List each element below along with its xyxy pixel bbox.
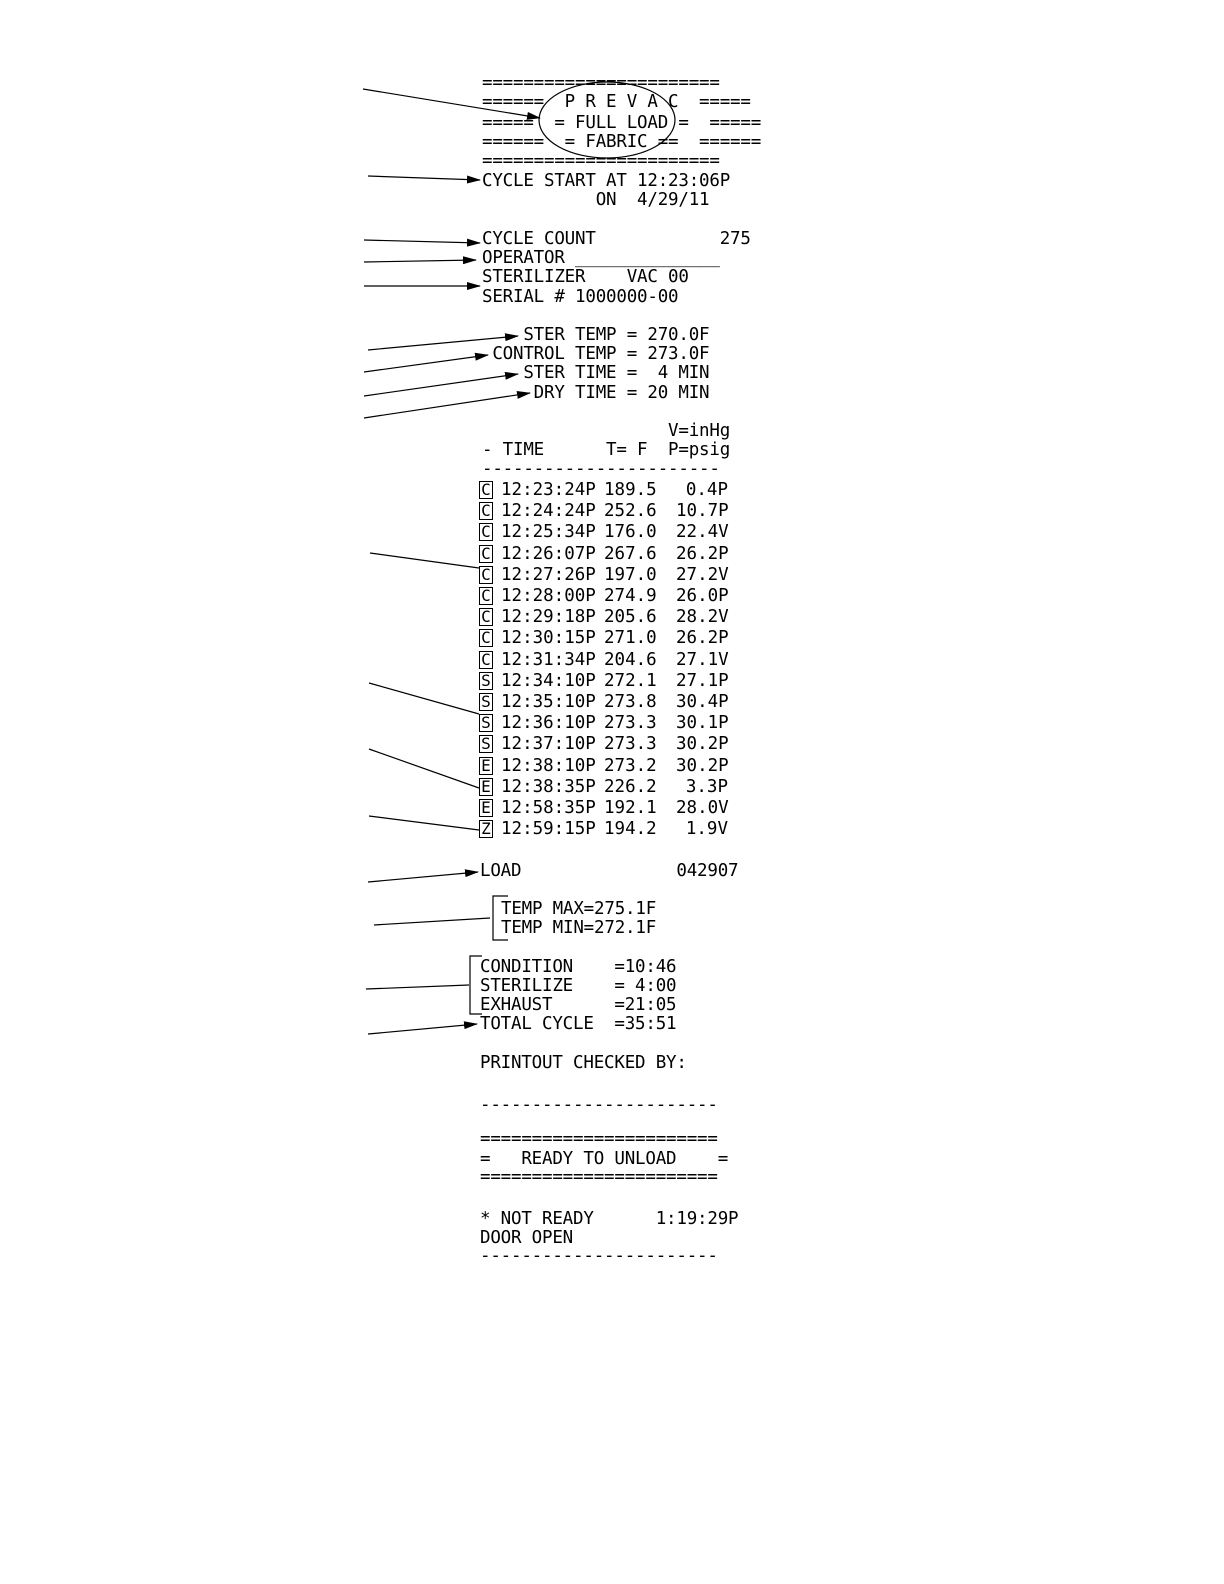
temp-max: TEMP MAX=275.1F [501, 899, 657, 919]
row-pressure: 26.0P [676, 586, 729, 606]
row-time: 12:23:24P [501, 480, 596, 500]
signature-line: ----------------------- [480, 1095, 718, 1115]
row-pressure: 27.2V [676, 565, 729, 585]
phase-code-box: E [479, 778, 493, 796]
phase-code-box: C [479, 608, 493, 626]
row-temp: 226.2 [604, 777, 657, 797]
row-time: 12:27:26P [501, 565, 596, 585]
ster-time: STER TIME = 4 MIN [482, 363, 710, 383]
row-time: 12:59:15P [501, 819, 596, 839]
row-pressure: 26.2P [676, 628, 729, 648]
row-temp: 189.5 [604, 480, 657, 500]
table-header: - TIME T= F P=psig [482, 440, 731, 460]
row-temp: 252.6 [604, 501, 657, 521]
row-pressure: 0.4P [685, 480, 728, 500]
temp-min: TEMP MIN=272.1F [501, 918, 657, 938]
phase-code-box: S [479, 714, 493, 732]
callout-total-cycle [368, 1024, 477, 1034]
row-time: 12:38:10P [501, 756, 596, 776]
row-time: 12:34:10P [501, 671, 596, 691]
row-pressure: 30.1P [676, 713, 729, 733]
row-time: 12:58:35P [501, 798, 596, 818]
row-temp: 272.1 [604, 671, 657, 691]
callout-final-row [369, 816, 479, 830]
ready-to-unload: = READY TO UNLOAD = [480, 1149, 729, 1169]
row-temp: 271.0 [604, 628, 657, 648]
row-time: 12:31:34P [501, 650, 596, 670]
callout-control-temp [364, 355, 488, 372]
phase-code-box: C [479, 545, 493, 563]
cycle-start-date: ON 4/29/11 [482, 190, 710, 210]
ready-rule-bottom: ======================= [480, 1167, 718, 1187]
phase-code-box: C [479, 523, 493, 541]
row-time: 12:35:10P [501, 692, 596, 712]
row-time: 12:37:10P [501, 734, 596, 754]
table-unit-line: V=inHg [482, 421, 731, 441]
phase-code-box: E [479, 757, 493, 775]
row-pressure: 22.4V [676, 522, 729, 542]
ready-rule-top: ======================= [480, 1129, 718, 1149]
callout-exhaust-rows [369, 749, 479, 788]
phase-code-box: C [479, 502, 493, 520]
row-time: 12:36:10P [501, 713, 596, 733]
phase-sterilize: STERILIZE = 4:00 [480, 976, 677, 996]
operator: OPERATOR ______________ [482, 248, 720, 268]
dry-time: DRY TIME = 20 MIN [482, 383, 710, 403]
callout-load [368, 872, 478, 882]
header-full-load: ===== = FULL LOAD = ===== [482, 113, 762, 133]
row-temp: 273.8 [604, 692, 657, 712]
row-pressure: 30.2P [676, 756, 729, 776]
callout-condition-rows [370, 553, 479, 568]
row-temp: 273.3 [604, 734, 657, 754]
row-temp: 204.6 [604, 650, 657, 670]
row-pressure: 27.1V [676, 650, 729, 670]
row-temp: 194.2 [604, 819, 657, 839]
row-temp: 192.1 [604, 798, 657, 818]
row-time: 12:28:00P [501, 586, 596, 606]
row-temp: 205.6 [604, 607, 657, 627]
callout-cycle-count [364, 240, 480, 243]
row-temp: 273.3 [604, 713, 657, 733]
phase-code-box: Z [479, 820, 493, 838]
cycle-start-line: CYCLE START AT 12:23:06P [482, 171, 731, 191]
row-time: 12:24:24P [501, 501, 596, 521]
row-temp: 267.6 [604, 544, 657, 564]
row-pressure: 10.7P [676, 501, 729, 521]
callout-temp-minmax [374, 918, 490, 925]
cycle-count: CYCLE COUNT 275 [482, 229, 751, 249]
serial-number: SERIAL # 1000000-00 [482, 287, 679, 307]
callout-cycle-start [368, 176, 480, 180]
control-temp: CONTROL TEMP = 273.0F [482, 344, 710, 364]
phase-code-box: C [479, 629, 493, 647]
row-temp: 274.9 [604, 586, 657, 606]
header-prevac: ====== P R E V A C ===== [482, 92, 751, 112]
footer-rule: ----------------------- [480, 1246, 718, 1266]
callout-phase-times [366, 985, 469, 989]
row-temp: 176.0 [604, 522, 657, 542]
row-pressure: 30.4P [676, 692, 729, 712]
callout-sterilize-rows [369, 683, 479, 714]
phase-code-box: E [479, 799, 493, 817]
row-time: 12:30:15P [501, 628, 596, 648]
phase-code-box: C [479, 587, 493, 605]
table-rule: ----------------------- [482, 459, 720, 479]
row-pressure: 26.2P [676, 544, 729, 564]
not-ready-status: * NOT READY 1:19:29P [480, 1209, 739, 1229]
ster-temp: STER TEMP = 270.0F [482, 325, 710, 345]
header-fabric: ====== = FABRIC == ====== [482, 132, 762, 152]
phase-condition: CONDITION =10:46 [480, 957, 677, 977]
door-open-status: DOOR OPEN [480, 1228, 574, 1248]
row-time: 12:26:07P [501, 544, 596, 564]
row-pressure: 1.9V [685, 819, 728, 839]
callout-operator [364, 260, 476, 262]
row-pressure: 28.2V [676, 607, 729, 627]
printout-checked-by: PRINTOUT CHECKED BY: [480, 1053, 687, 1073]
phase-code-box: S [479, 672, 493, 690]
header-rule-top: ======================= [482, 73, 720, 93]
phase-code-box: C [479, 481, 493, 499]
load-number: LOAD 042907 [480, 861, 739, 881]
row-pressure: 27.1P [676, 671, 729, 691]
row-pressure: 28.0V [676, 798, 729, 818]
phase-code-box: C [479, 651, 493, 669]
phase-code-box: S [479, 735, 493, 753]
row-pressure: 30.2P [676, 734, 729, 754]
phase-code-box: S [479, 693, 493, 711]
header-rule-bottom: ======================= [482, 151, 720, 171]
phase-total-cycle: TOTAL CYCLE =35:51 [480, 1014, 677, 1034]
row-time: 12:29:18P [501, 607, 596, 627]
sterilizer: STERILIZER VAC 00 [482, 267, 689, 287]
row-time: 12:38:35P [501, 777, 596, 797]
phase-code-box: C [479, 566, 493, 584]
row-pressure: 3.3P [685, 777, 728, 797]
phase-exhaust: EXHAUST =21:05 [480, 995, 677, 1015]
row-temp: 273.2 [604, 756, 657, 776]
row-time: 12:25:34P [501, 522, 596, 542]
row-temp: 197.0 [604, 565, 657, 585]
